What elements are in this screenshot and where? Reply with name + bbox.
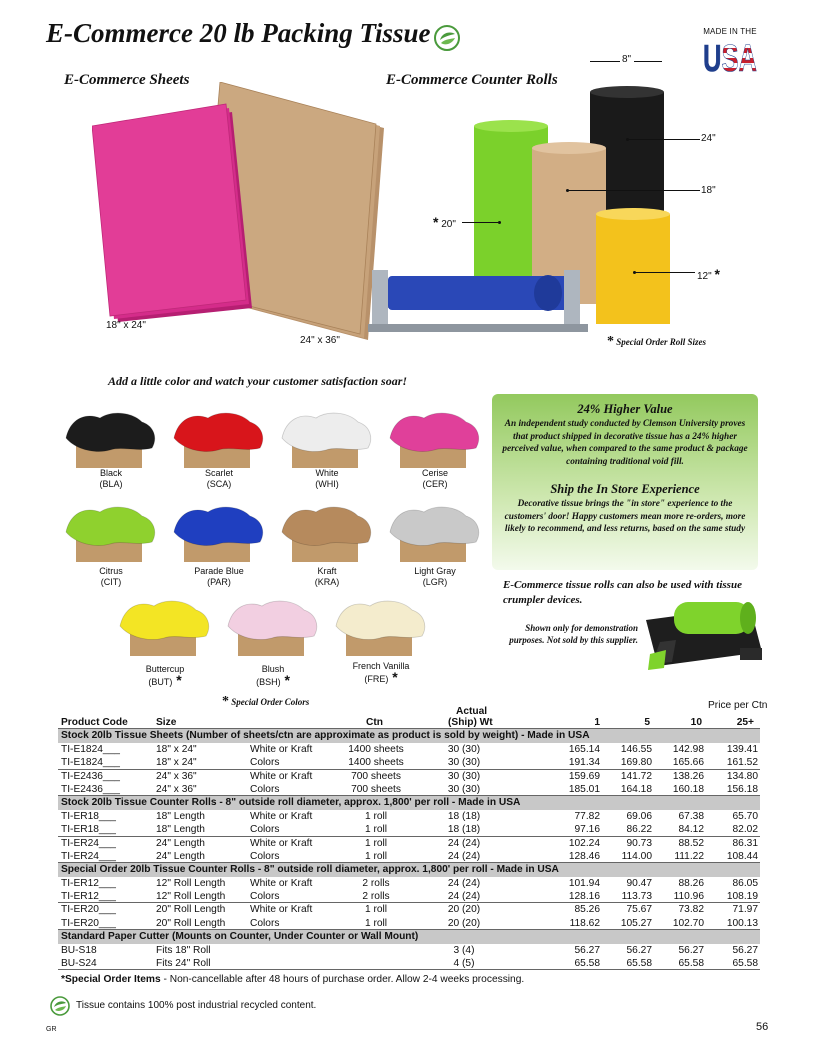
cell-p25: 56.27: [732, 944, 758, 956]
cell-color: White or Kraft: [250, 770, 313, 782]
table-section-header: [58, 863, 760, 876]
cell-p1: 185.01: [568, 783, 600, 795]
cell-p1: 101.94: [568, 877, 600, 889]
special-star: *: [433, 214, 439, 230]
cell-p1: 102.24: [568, 837, 600, 849]
cell-ctn: 700 sheets: [351, 783, 401, 795]
cell-p5: 105.27: [620, 917, 652, 929]
cell-size: 24" x 36": [156, 783, 197, 795]
table-row: [58, 823, 760, 836]
special-order-note: [61, 974, 524, 985]
color-name: Light Gray: [414, 566, 456, 576]
cell-wt: 24 (24): [447, 850, 481, 862]
cell-p10: 67.38: [678, 810, 704, 822]
cell-size: 18" x 24": [156, 743, 197, 755]
page-number: 56: [756, 1021, 769, 1033]
table-row: [58, 837, 760, 850]
table-row: [58, 770, 760, 783]
cell-p25: 100.13: [726, 917, 758, 929]
made-in-label: MADE IN THE: [703, 27, 757, 36]
color-swatch-image: [278, 408, 376, 470]
cell-wt: 20 (20): [447, 917, 481, 929]
cell-p1: 165.14: [568, 743, 600, 755]
cell-ctn: 1 roll: [364, 917, 388, 929]
cell-wt: 4 (5): [453, 958, 475, 970]
cell-p5: 164.18: [620, 783, 652, 795]
roll-dim-24: 24": [701, 133, 716, 144]
usa-label: USA: [703, 38, 757, 74]
cell-color: White or Kraft: [250, 810, 313, 822]
cell-wt: 24 (24): [447, 891, 481, 903]
cell-p10: 88.52: [678, 837, 704, 849]
table-row: [58, 903, 760, 916]
cell-p5: 75.67: [626, 904, 652, 916]
cell-p1: 128.46: [568, 850, 600, 862]
color-code: (CER): [422, 479, 448, 489]
cell-ctn: 1 roll: [364, 824, 388, 836]
col-price-10: 10: [690, 717, 702, 728]
value-text: An independent study conducted by Clemson University proves that product shipped in decorative tissue has a 24% higher perceived value, when compared to the same product & package containing traditional void fill.: [502, 419, 748, 467]
col-price-1: 1: [594, 717, 600, 728]
cell-p5: 90.73: [626, 837, 652, 849]
sheet-size-small: 18" x 24": [106, 320, 146, 331]
col-ctn: Ctn: [366, 717, 383, 728]
cell-p5: 90.47: [626, 877, 652, 889]
cell-wt: 30 (30): [447, 783, 481, 795]
cell-size: 12" Roll Length: [156, 891, 226, 903]
table-row: [58, 810, 760, 823]
color-swatch-image: [62, 408, 160, 470]
cell-code: TI-ER24___: [61, 850, 116, 862]
color-name: Blush: [261, 664, 285, 674]
cell-p10: 110.96: [673, 891, 704, 903]
table-row: [58, 743, 760, 756]
cell-p25: 139.41: [726, 743, 758, 755]
cell-code: TI-ER18___: [61, 810, 116, 822]
table-body: [58, 729, 760, 970]
value-heading: 24% Higher Value: [577, 402, 673, 416]
cell-ctn: 1400 sheets: [348, 743, 404, 755]
special-rolls-note: Special Order Roll Sizes: [616, 337, 707, 347]
cell-code: TI-ER24___: [61, 837, 116, 849]
color-code: (CIT): [100, 577, 122, 587]
cell-p1: 159.69: [568, 770, 600, 782]
cell-p25: 134.80: [726, 770, 758, 782]
cell-p1: 97.16: [574, 824, 600, 836]
color-code: (BLA): [99, 479, 123, 489]
cell-color: Colors: [250, 850, 280, 862]
rolls-heading: E-Commerce Counter Rolls: [386, 72, 558, 88]
cell-p25: 82.02: [732, 824, 758, 836]
special-star: *: [172, 672, 182, 688]
cell-p5: 69.06: [626, 810, 652, 822]
cell-code: TI-ER12___: [61, 891, 116, 903]
cell-code: TI-ER20___: [61, 904, 116, 916]
cell-size: 24" Length: [156, 850, 205, 862]
recycle-note: Tissue contains 100% post industrial recycled content.: [76, 1000, 317, 1011]
page-title: E-Commerce 20 lb Packing Tissue: [46, 18, 431, 48]
section-title: Standard Paper Cutter (Mounts on Counter, Under Counter or Wall Mount): [61, 931, 419, 943]
cell-wt: 30 (30): [447, 757, 481, 769]
cell-p5: 65.58: [626, 958, 652, 970]
color-label: [115, 664, 215, 688]
cell-size: 20" Roll Length: [156, 917, 226, 929]
cell-ctn: 2 rolls: [362, 891, 390, 903]
cell-p10: 65.58: [678, 958, 704, 970]
col-price-25: 25+: [736, 717, 754, 728]
cell-color: White or Kraft: [250, 877, 313, 889]
color-name: Citrus: [99, 566, 123, 576]
cell-wt: 30 (30): [447, 770, 481, 782]
color-code: (LGR): [422, 577, 448, 587]
cell-ctn: 1 roll: [364, 810, 388, 822]
cell-code: TI-E2436___: [61, 783, 120, 795]
color-code: (KRA): [314, 577, 340, 587]
cell-p10: 111.22: [674, 850, 704, 862]
color-name: Buttercup: [145, 664, 185, 674]
tissue-sheets-image: [92, 82, 392, 352]
color-label: [61, 468, 161, 490]
cell-p10: 142.98: [672, 743, 704, 755]
price-per-ctn-label: Price per Ctn: [708, 700, 768, 711]
color-swatch-image: [62, 502, 160, 564]
table-row: [58, 783, 760, 796]
cell-code: BU-S24: [61, 958, 97, 970]
color-code: (SCA): [206, 479, 232, 489]
sheets-heading: E-Commerce Sheets: [64, 72, 190, 88]
table-row: [58, 917, 760, 930]
demo-note: Shown only for demonstration purposes. Not sold by this supplier.: [509, 623, 638, 645]
table-section-header: [58, 796, 760, 809]
special-colors-note: Special Order Colors: [231, 697, 310, 707]
section-title: Stock 20lb Tissue Counter Rolls - 8" outside roll diameter, approx. 1,800' per roll - Made in USA: [61, 797, 521, 809]
tagline: Add a little color and watch your customer satisfaction soar!: [108, 374, 408, 388]
cell-color: Colors: [250, 783, 280, 795]
color-code: (WHI): [315, 479, 339, 489]
cell-p1: 85.26: [574, 904, 600, 916]
color-code: (BUT): [148, 677, 173, 687]
color-label: [61, 566, 161, 588]
col-ship-wt: (Ship) Wt: [448, 717, 493, 728]
cell-wt: 18 (18): [447, 810, 481, 822]
cell-p25: 108.19: [726, 891, 758, 903]
color-name: Kraft: [317, 566, 337, 576]
cell-p1: 56.27: [574, 944, 600, 956]
cell-size: 18" x 24": [156, 757, 197, 769]
roll-dim-18: 18": [701, 185, 716, 196]
cell-code: TI-ER18___: [61, 824, 116, 836]
cell-p25: 71.97: [732, 904, 758, 916]
color-code: (PAR): [207, 577, 231, 587]
cell-size: 24" x 36": [156, 770, 197, 782]
col-product-code: Product Code: [61, 717, 128, 728]
roll-dim-20: 20": [441, 219, 456, 230]
cell-p25: 65.58: [732, 958, 758, 970]
table-row: [58, 850, 760, 863]
cell-p10: 84.12: [678, 824, 704, 836]
cell-code: BU-S18: [61, 944, 97, 956]
cell-p10: 73.82: [678, 904, 704, 916]
color-label: [277, 468, 377, 490]
roll-dim-8: 8": [622, 54, 632, 65]
cell-p10: 102.70: [672, 917, 704, 929]
section-title: Special Order 20lb Tissue Counter Rolls - 8" outside roll diameter, approx. 1,800' per roll - Made in USA: [61, 864, 559, 876]
usa-flag-letters: [702, 38, 758, 74]
table-row: [58, 957, 760, 970]
eco-leaf-icon: [434, 25, 460, 51]
color-label: [223, 664, 323, 688]
table-row: [58, 944, 760, 957]
cell-p25: 108.44: [726, 850, 758, 862]
cell-p5: 86.22: [626, 824, 652, 836]
crumpler-text: E-Commerce tissue rolls can also be used with tissue crumpler devices.: [503, 579, 742, 606]
cell-p25: 86.31: [732, 837, 758, 849]
made-in-usa-badge: [700, 27, 760, 83]
cell-p1: 191.34: [568, 757, 600, 769]
special-order-text: - Non-cancellable after 48 hours of purchase order. Allow 2-4 weeks processing.: [160, 974, 525, 985]
value-callout: [492, 394, 758, 570]
cell-size: 18" Length: [156, 824, 205, 836]
cell-p25: 156.18: [726, 783, 758, 795]
cell-p5: 114.00: [621, 850, 652, 862]
cell-p10: 138.26: [672, 770, 704, 782]
eco-leaf-icon: [50, 996, 70, 1016]
color-swatch-image: [170, 502, 268, 564]
actual-label: Actual: [456, 706, 488, 717]
special-star: *: [222, 694, 229, 709]
cell-ctn: 1400 sheets: [348, 757, 404, 769]
cell-size: 18" Length: [156, 810, 205, 822]
cell-size: 12" Roll Length: [156, 877, 226, 889]
color-name: Cerise: [421, 468, 448, 478]
cell-ctn: 1 roll: [364, 837, 388, 849]
price-table: [58, 700, 768, 970]
special-order-label: *Special Order Items: [61, 974, 161, 985]
cell-p25: 86.05: [732, 877, 758, 889]
cell-size: 24" Length: [156, 837, 205, 849]
cell-color: White or Kraft: [250, 904, 313, 916]
cell-code: TI-ER12___: [61, 877, 116, 889]
cell-code: TI-E2436___: [61, 770, 120, 782]
color-swatch-image: [224, 596, 322, 658]
sheet-size-large: 24" x 36": [300, 335, 340, 346]
color-swatch-image: [386, 408, 484, 470]
cell-p5: 113.73: [621, 891, 652, 903]
crumpler-device-image: [640, 592, 768, 676]
color-name: Parade Blue: [194, 566, 244, 576]
table-section-header: [58, 930, 760, 943]
cell-p10: 56.27: [678, 944, 704, 956]
color-name: White: [315, 468, 339, 478]
special-star: *: [714, 266, 720, 282]
cell-wt: 3 (4): [453, 944, 475, 956]
color-name: Black: [99, 468, 122, 478]
special-star: *: [607, 334, 614, 349]
section-title: Stock 20lb Tissue Sheets (Number of sheets/ctn are approximate as product is sold by weight) - Made in USA: [61, 730, 590, 742]
cell-p25: 65.70: [732, 810, 758, 822]
cell-ctn: 1 roll: [364, 850, 388, 862]
cell-code: TI-E1824___: [61, 757, 120, 769]
cell-p10: 88.26: [678, 877, 704, 889]
cell-wt: 20 (20): [447, 904, 481, 916]
color-label: [169, 468, 269, 490]
cell-size: Fits 18" Roll: [156, 944, 211, 956]
table-row: [58, 890, 760, 903]
color-name: French Vanilla: [352, 661, 410, 671]
cell-p5: 56.27: [626, 944, 652, 956]
cell-code: TI-ER20___: [61, 917, 116, 929]
color-swatch-image: [332, 596, 430, 658]
cell-color: Colors: [250, 891, 280, 903]
cell-p25: 161.52: [726, 757, 758, 769]
special-star: *: [388, 669, 398, 685]
cell-color: Colors: [250, 757, 280, 769]
color-label: [385, 566, 485, 588]
cell-color: Colors: [250, 824, 280, 836]
col-size: Size: [156, 717, 177, 728]
color-code: (BSH): [256, 677, 281, 687]
special-star: *: [280, 672, 290, 688]
cell-p5: 169.80: [620, 757, 652, 769]
color-swatch-image: [278, 502, 376, 564]
table-section-header: [58, 729, 760, 742]
color-label: [331, 661, 431, 685]
color-name: Scarlet: [204, 468, 233, 478]
cell-p5: 146.55: [620, 743, 652, 755]
cell-color: Colors: [250, 917, 280, 929]
cell-wt: 24 (24): [447, 877, 481, 889]
footer-code: GR: [46, 1026, 57, 1033]
color-label: [169, 566, 269, 588]
cell-p1: 65.58: [574, 958, 600, 970]
cell-p5: 141.72: [620, 770, 652, 782]
cell-p1: 128.16: [568, 891, 600, 903]
cell-wt: 30 (30): [447, 743, 481, 755]
cell-size: 20" Roll Length: [156, 904, 226, 916]
table-row: [58, 877, 760, 890]
color-swatch-image: [116, 596, 214, 658]
roll-dim-12: 12": [697, 271, 712, 282]
color-label: [385, 468, 485, 490]
cell-color: White or Kraft: [250, 837, 313, 849]
cell-ctn: 1 roll: [364, 904, 388, 916]
counter-rolls-image: [368, 86, 686, 342]
cell-code: TI-E1824___: [61, 743, 120, 755]
experience-text: Decorative tissue brings the "in store" experience to the customers' door! Happy customers mean more re-orders, more likely to recommend, and less returns, based on the same study: [504, 499, 746, 534]
cell-wt: 18 (18): [447, 824, 481, 836]
cell-p1: 118.62: [569, 917, 600, 929]
color-code: (FRE): [364, 674, 389, 684]
cell-ctn: 700 sheets: [351, 770, 401, 782]
cell-p10: 160.18: [672, 783, 704, 795]
cell-p10: 165.66: [672, 757, 704, 769]
color-label: [277, 566, 377, 588]
cell-size: Fits 24" Roll: [156, 958, 211, 970]
color-swatch-image: [386, 502, 484, 564]
col-price-5: 5: [644, 717, 650, 728]
cell-ctn: 2 rolls: [362, 877, 390, 889]
cell-p1: 77.82: [574, 810, 600, 822]
table-row: [58, 756, 760, 769]
color-swatch-image: [170, 408, 268, 470]
experience-heading: Ship the In Store Experience: [550, 482, 700, 496]
cell-wt: 24 (24): [447, 837, 481, 849]
cell-color: White or Kraft: [250, 743, 313, 755]
